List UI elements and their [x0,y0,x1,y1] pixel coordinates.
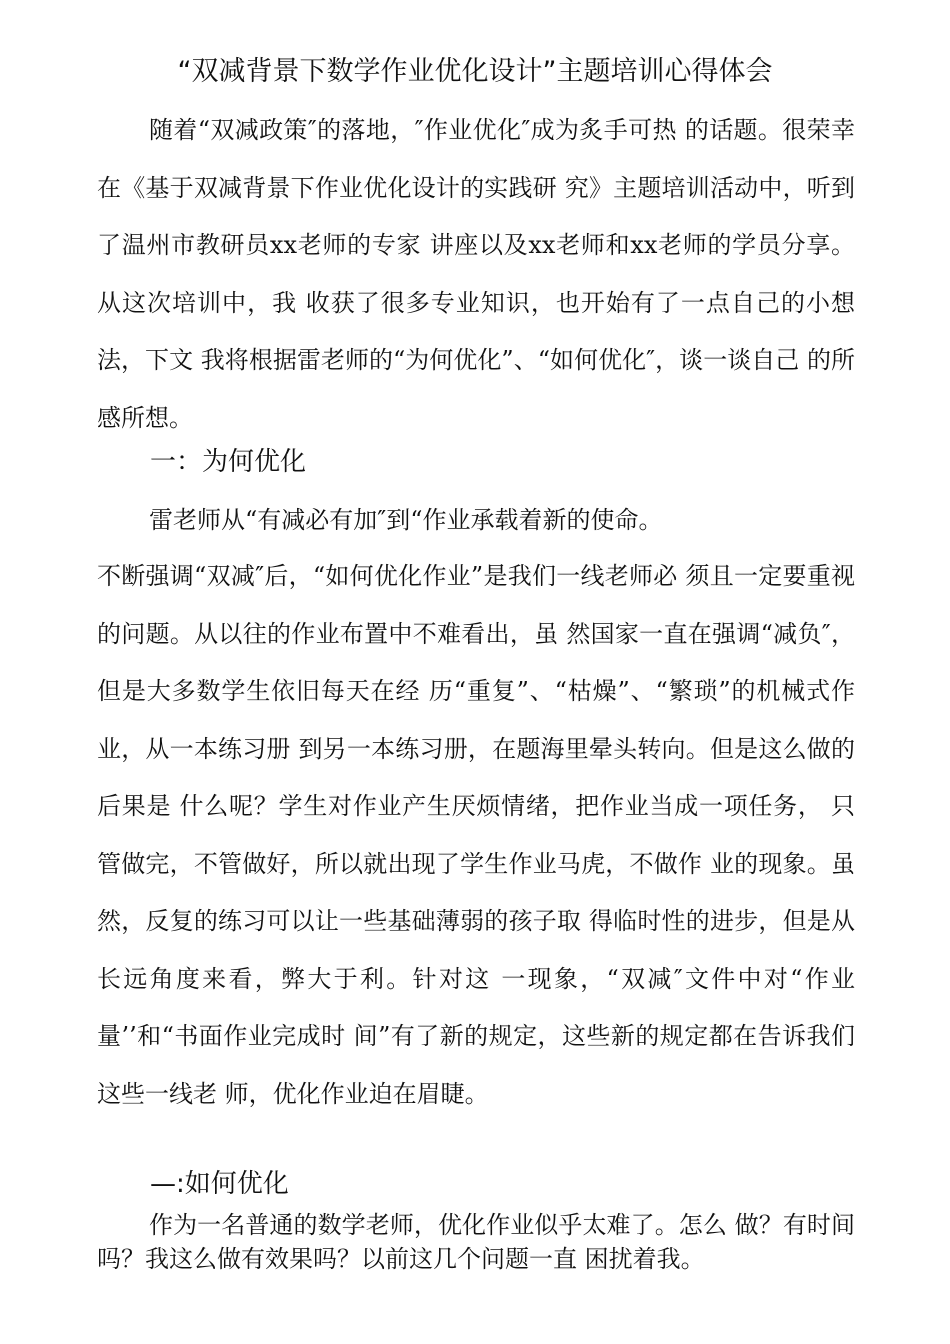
document-title: “双减背景下数学作业优化设计”主题培训心得体会 [177,56,773,87]
intro-paragraph: 随着“双减政策″的落地，″作业优化″成为炙手可热 的话题。很荣幸在《基于双减背景下作业优化设计的实践研 究》主题培训活动中，听到了温州市教研员xx老师的专家 讲座以及xx老师和xx老师的学员分享。从这次培训中，我 收获了很多专业知识，也开始有了一点自己的小想法，下文 我将根据雷老师的“为何优化”、“如何优化″，谈一谈自己 的所感所想。 [97,116,855,432]
section-heading-why: 一：为何优化 [150,447,307,477]
section1-lead-paragraph: 雷老师从“有减必有加″到“作业承载着新的使命。 [149,506,663,534]
section-heading-how: —:如何优化 [150,1169,289,1199]
section2-body-paragraph: 作为一名普通的数学老师，优化作业似乎太难了。怎么 做？有时间吗？我这么做有效果吗？以前这几个问题一直 困扰着我。 [97,1211,855,1273]
section1-body-paragraph: 不断强调“双减″后，“如何优化作业”是我们一线老师必 须且一定要重视的问题。从以往的作业布置中不难看出，虽 然国家一直在强调“减负″，但是大多数学生依旧每天在经 历“重复”、“枯燥”、“繁琐”的机械式作业，从一本练习册 到另一本练习册，在题海里晕头转向。但是这么做的后果是 什么呢？学生对作业产生厌烦情绪，把作业当成一项任务， 只管做完，不管做好，所以就出现了学生作业马虎，不做作 业的现象。虽然，反复的练习可以让一些基础薄弱的孩子取 得临时性的进步，但是从长远角度来看，弊大于利。针对这 一现象，“双减″文件中对“作业量’’和“书面作业完成时 间”有了新的规定，这些新的规定都在告诉我们这些一线老 师，优化作业迫在眉睫。 [97,562,855,1108]
